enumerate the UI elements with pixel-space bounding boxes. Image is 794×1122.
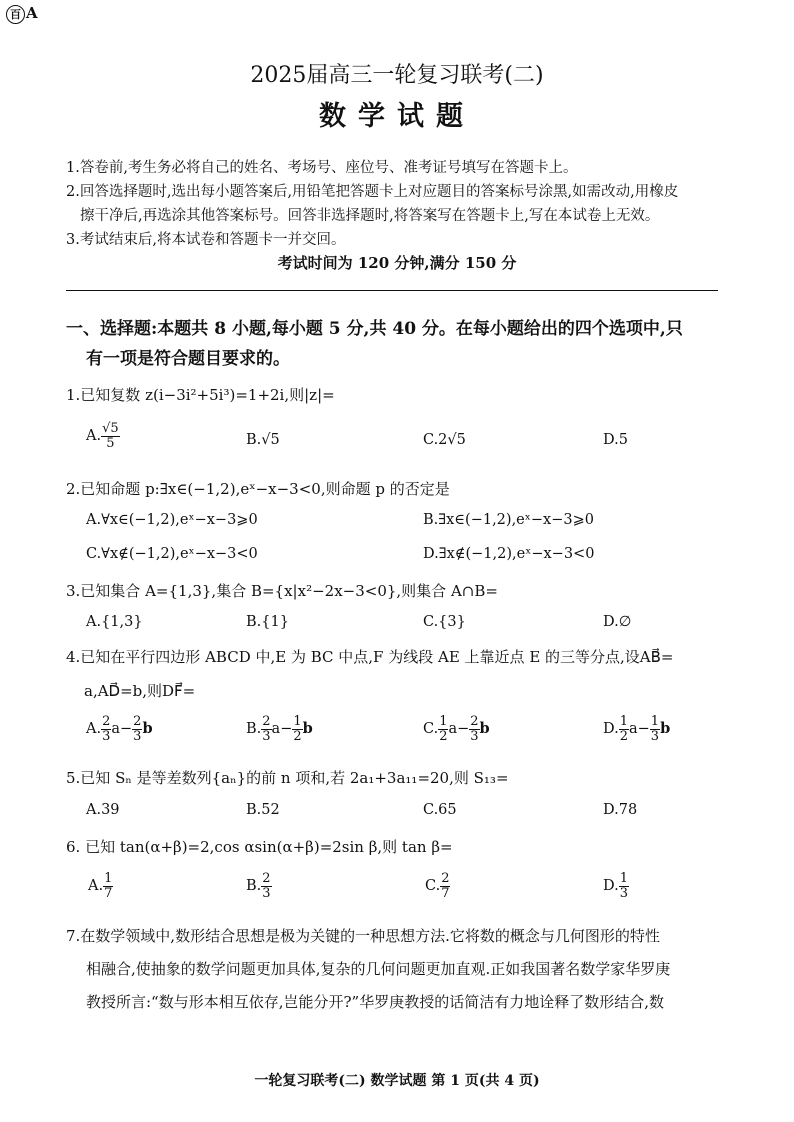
q3-option-b: B.{1} (246, 614, 289, 630)
q3-stem: 3.已知集合 A={1,3},集合 B={x|x²−2x−3<0},则集合 A∩B= (66, 582, 498, 600)
q2-option-d: D.∃x∉(−1,2),eˣ−x−3<0 (423, 546, 595, 562)
q5-option-d: D.78 (603, 802, 638, 818)
note-line-3: 擦干净后,再选涂其他答案标号。回答非选择题时,将答案写在答题卡上,写在本试卷上无效。 (80, 208, 660, 224)
q1-stem: 1.已知复数 z(i−3i²+5i³)=1+2i,则|z|= (66, 386, 335, 404)
q6-option-c: C. $\frac{2}{7}$ (425, 871, 450, 901)
circle-badge-icon: 百 (6, 5, 25, 24)
q5-option-c: C.65 (423, 802, 457, 818)
q4-option-c: C. $\frac{1}{2}$ a− $\frac{2}{3}$ b (423, 714, 490, 744)
q3-option-d: D.∅ (603, 614, 632, 630)
q7-line-3: 教授所言:“数与形本相互依存,岂能分开?”华罗庚教授的话简洁有力地诠释了数形结合,数 (86, 993, 664, 1011)
q5-option-a: A.39 (86, 802, 120, 818)
q6-option-a: A. $\frac{1}{7}$ (88, 871, 113, 901)
q1-option-d: D.5 (603, 432, 628, 448)
q1-option-c: C.2√5 (423, 432, 466, 448)
q4-stem-line-1: 4.已知在平行四边形 ABCD 中,E 为 BC 中点,F 为线段 AE 上靠近点 E 的三等分点,设AB⃗= (66, 648, 674, 666)
q4-stem-line-2: a,AD⃗=b,则DF⃗= (84, 682, 196, 700)
q2-option-a: A.∀x∈(−1,2),eˣ−x−3⩾0 (86, 512, 258, 528)
q2-option-c: C.∀x∉(−1,2),eˣ−x−3<0 (86, 546, 258, 562)
section-heading-line-2: 有一项是符合题目要求的。 (86, 349, 290, 369)
q4-option-a: A. $\frac{2}{3}$ a− $\frac{2}{3}$ b (86, 714, 153, 744)
note-line-4: 3.考试结束后,将本试卷和答题卡一并交回。 (66, 232, 346, 248)
q7-line-2: 相融合,使抽象的数学问题更加具体,复杂的几何问题更加直观.正如我国著名数学家华罗庚 (86, 960, 671, 978)
q6-option-b: B. $\frac{2}{3}$ (246, 871, 271, 901)
q1-option-a: A. $\frac{√5}{5}$ (86, 421, 119, 451)
exam-title: 2025届高三一轮复习联考(二) (250, 63, 544, 88)
q6-stem: 6. 已知 tan(α+β)=2,cos αsin(α+β)=2sin β,则 tan β= (66, 838, 453, 856)
q4-option-d: D. $\frac{1}{2}$ a− $\frac{1}{3}$ b (603, 714, 671, 744)
q6-option-d: D. $\frac{1}{3}$ (603, 871, 628, 901)
q2-stem: 2.已知命题 p:∃x∈(−1,2),eˣ−x−3<0,则命题 p 的否定是 (66, 480, 450, 498)
q4-option-b: B. $\frac{2}{3}$ a− $\frac{1}{2}$ b (246, 714, 313, 744)
note-line-2: 2.回答选择题时,选出每小题答案后,用铅笔把答题卡上对应题目的答案标号涂黑,如需改动,用橡皮 (66, 184, 679, 200)
q7-line-1: 7.在数学领域中,数形结合思想是极为关键的一种思想方法.它将数的概念与几何图形的特性 (66, 927, 660, 945)
note-line-1: 1.答卷前,考生务必将自己的姓名、考场号、座位号、准考证号填写在答题卡上。 (66, 160, 578, 176)
section-heading-line-1: 一、选择题:本题共 8 小题,每小题 5 分,共 40 分。在每小题给出的四个选项中,只 (66, 319, 683, 339)
q5-stem: 5.已知 Sₙ 是等差数列{aₙ}的前 n 项和,若 2a₁+3a₁₁=20,则 S₁₃= (66, 769, 509, 787)
subject-title: 数学试题 (319, 101, 475, 132)
divider (66, 290, 718, 291)
fraction: $\frac{√5}{5}$ (102, 421, 119, 451)
q5-option-b: B.52 (246, 802, 280, 818)
corner-letter: A (26, 4, 38, 22)
q2-option-b: B.∃x∈(−1,2),eˣ−x−3⩾0 (423, 512, 594, 528)
q3-option-c: C.{3} (423, 614, 466, 630)
corner-mark (6, 4, 38, 24)
q1-option-b: B.√5 (246, 432, 280, 448)
exam-time: 考试时间为 120 分钟,满分 150 分 (277, 254, 517, 272)
q3-option-a: A.{1,3} (86, 614, 143, 630)
page-footer: 一轮复习联考(二) 数学试题 第 1 页(共 4 页) (254, 1073, 540, 1089)
